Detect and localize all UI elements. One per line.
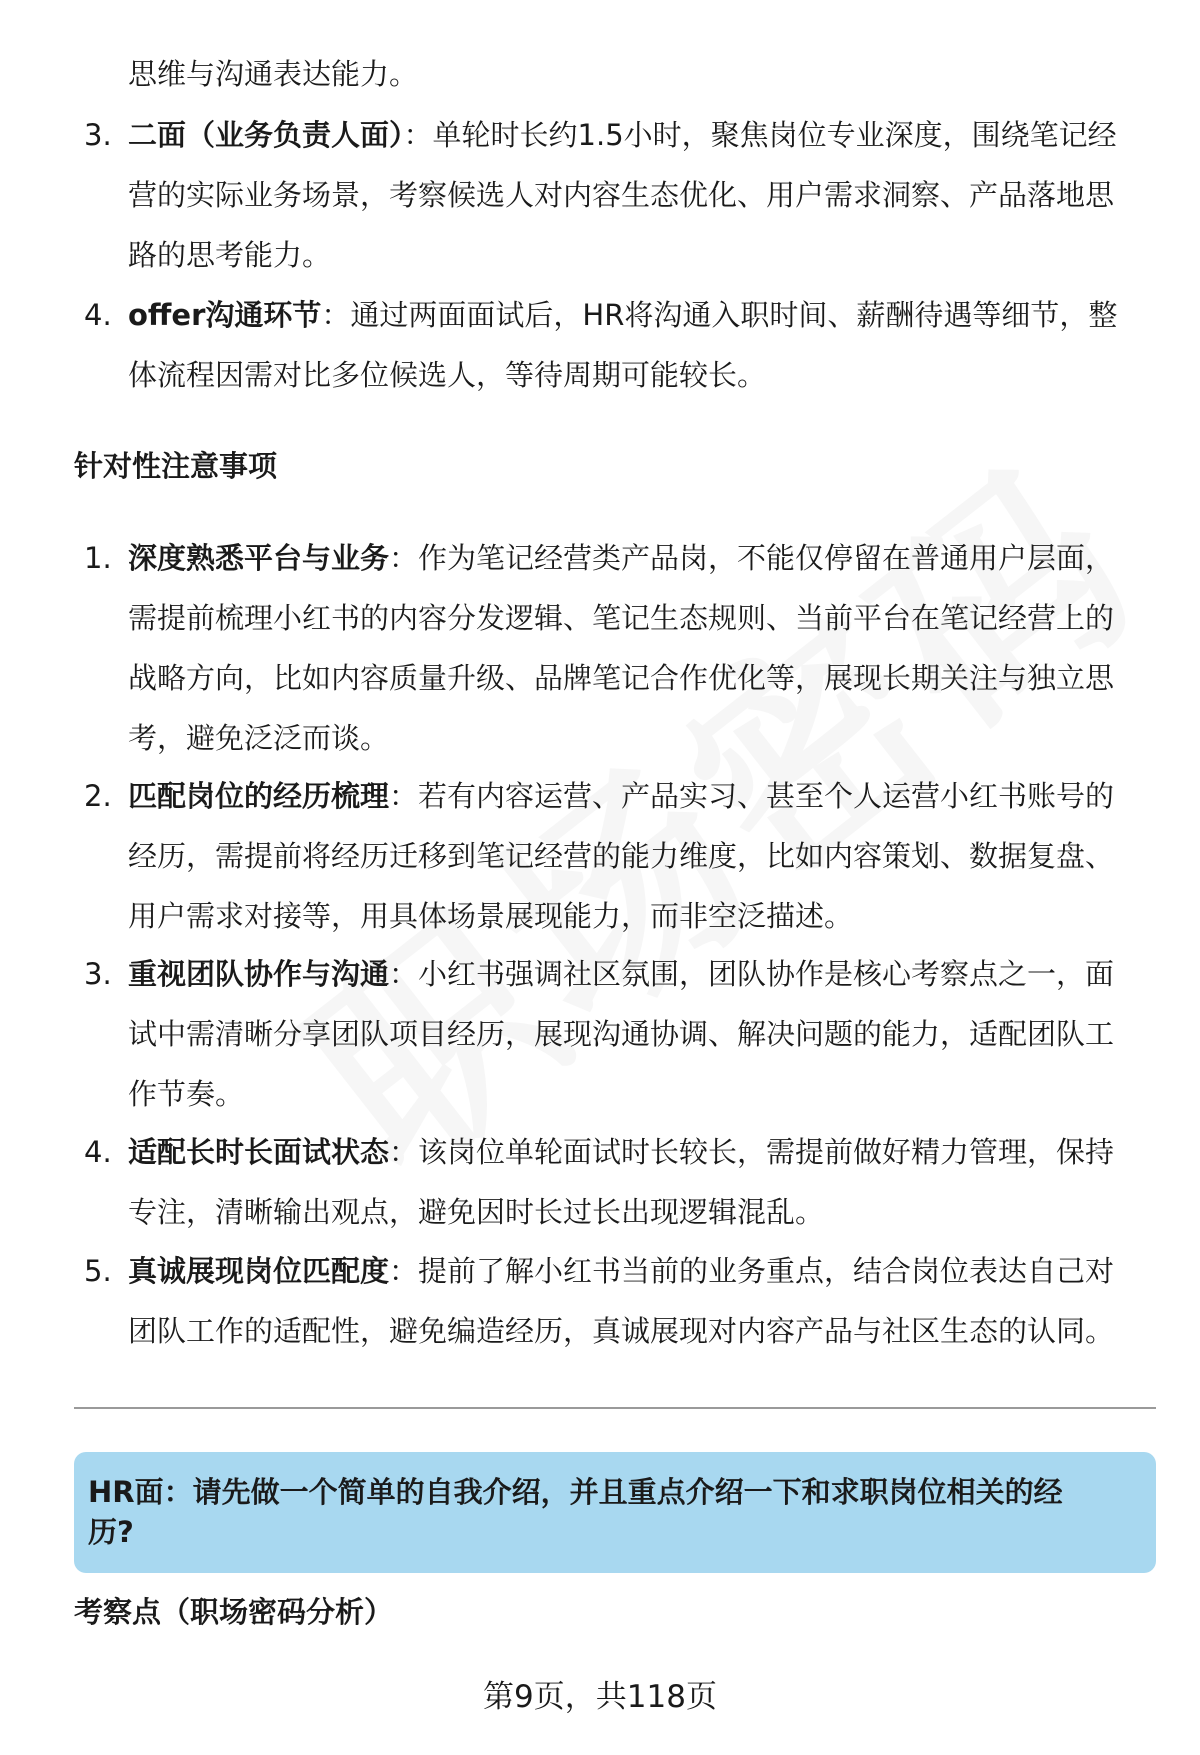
item-text: 专注，清晰输出观点，避免因时长过长出现逻辑混乱。 (128, 1195, 825, 1229)
item-separator: ： (389, 1135, 419, 1169)
question-box (74, 1452, 1156, 1573)
section-heading: 针对性注意事项 (74, 449, 278, 483)
item-text: 单轮时长约1.5小时，聚焦岗位专业深度，围绕笔记经 (432, 118, 1117, 152)
page-number: 第9页，共118页 (483, 1679, 717, 1715)
list-number: 5. (84, 1254, 112, 1288)
list-number: 1. (84, 541, 112, 575)
list-item (128, 295, 1117, 335)
list-number: 4. (84, 1135, 112, 1169)
list-item (128, 115, 1117, 155)
item-text: 经历，需提前将经历迁移到笔记经营的能力维度，比如内容策划、数据复盘、 (128, 839, 1115, 873)
item-text: 通过两面面试后，HR将沟通入职时间、薪酬待遇等细节，整 (350, 298, 1118, 332)
divider (74, 1407, 1156, 1409)
item-separator: ： (389, 779, 419, 813)
item-separator: ： (403, 118, 433, 152)
analysis-heading: 考察点（职场密码分析） (74, 1595, 394, 1629)
item-text: 小红书强调社区氛围，团队协作是核心考察点之一，面 (418, 957, 1115, 991)
item-title: 深度熟悉平台与业务 (128, 541, 390, 575)
item-text: 提前了解小红书当前的业务重点，结合岗位表达自己对 (418, 1254, 1115, 1288)
item-text: 作为笔记经营类产品岗，不能仅停留在普通用户层面， (418, 541, 1115, 575)
item-text: 需提前梳理小红书的内容分发逻辑、笔记生态规则、当前平台在笔记经营上的 (128, 601, 1115, 635)
item-separator: ： (389, 957, 419, 991)
list-number: 3. (84, 957, 112, 991)
continuation-text: 思维与沟通表达能力。 (128, 57, 419, 91)
list-item (128, 954, 1114, 994)
item-text: 战略方向，比如内容质量升级、品牌笔记合作优化等，展现长期关注与独立思 (128, 661, 1115, 695)
item-text: 考，避免泛泛而谈。 (128, 721, 390, 755)
list-item (128, 776, 1114, 816)
item-title: 二面（业务负责人面） (128, 118, 404, 152)
list-number: 3. (84, 118, 112, 152)
list-number: 4. (84, 298, 112, 332)
item-title: 适配长时长面试状态 (128, 1135, 390, 1169)
item-separator: ： (389, 541, 419, 575)
item-separator: ： (389, 1254, 419, 1288)
item-text: 团队工作的适配性，避免编造经历，真诚展现对内容产品与社区生态的认同。 (128, 1314, 1115, 1348)
item-separator: ： (321, 298, 351, 332)
item-text: 体流程因需对比多位候选人，等待周期可能较长。 (128, 358, 767, 392)
question-text: HR面：请先做一个简单的自我介绍，并且重点介绍一下和求职岗位相关的经 (88, 1475, 1063, 1509)
item-text: 试中需清晰分享团队项目经历，展现沟通协调、解决问题的能力，适配团队工 (128, 1017, 1115, 1051)
item-title: 重视团队协作与沟通 (128, 957, 390, 991)
item-title: 匹配岗位的经历梳理 (128, 779, 390, 813)
item-text: 若有内容运营、产品实习、甚至个人运营小红书账号的 (418, 779, 1115, 813)
question-text: 历? (88, 1515, 134, 1549)
list-number: 2. (84, 779, 112, 813)
item-text: 用户需求对接等，用具体场景展现能力，而非空泛描述。 (128, 899, 854, 933)
item-text: 该岗位单轮面试时长较长，需提前做好精力管理，保持 (418, 1135, 1115, 1169)
item-text: 路的思考能力。 (128, 238, 332, 272)
list-item (128, 1132, 1114, 1172)
item-text: 作节奏。 (128, 1077, 245, 1111)
item-title: 真诚展现岗位匹配度 (128, 1254, 390, 1288)
item-text: 营的实际业务场景，考察候选人对内容生态优化、用户需求洞察、产品落地思 (128, 178, 1115, 212)
list-item (128, 1251, 1114, 1291)
item-title: offer沟通环节 (128, 298, 322, 332)
list-item (128, 538, 1114, 578)
